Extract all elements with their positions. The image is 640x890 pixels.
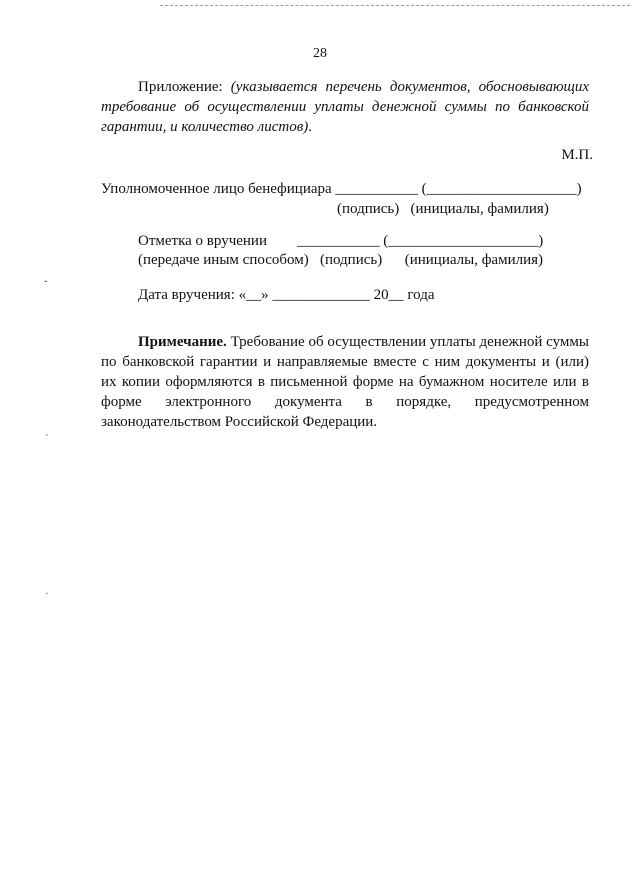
authorized-person-captions: (подпись) (инициалы, фамилия) bbox=[337, 201, 549, 217]
page-number: 28 bbox=[313, 46, 327, 61]
stamp-placeholder: М.П. bbox=[561, 147, 593, 163]
authorized-person-line: Уполномоченное лицо бенефициара ___________ (____________________) bbox=[101, 181, 582, 197]
delivery-date-line: Дата вручения: «__» _____________ 20__ года bbox=[138, 287, 435, 303]
scan-speck-mark: ˋ bbox=[45, 433, 49, 445]
remark-text: Требование об осуществлении уплаты денежной суммы по банковской гарантии и направляемые вместе с ним документы и (или) их копии оформляются в письменной форме на бумажном носителе или в форме электронного документа в порядке, предусмотренном законодательством Российской Федерации. bbox=[101, 334, 589, 430]
delivery-mark-captions: (передаче иным способом) (подпись) (инициалы, фамилия) bbox=[138, 252, 544, 268]
appendix-note: (указывается перечень документов, обосновывающих требование об осуществлении уплаты денежной суммы по банковской гарантии, и количество листов) bbox=[101, 79, 589, 135]
remark-paragraph bbox=[101, 332, 589, 432]
remark-label: Примечание. bbox=[138, 334, 227, 350]
appendix-label: Приложение: bbox=[138, 79, 231, 95]
delivery-mark-line: Отметка о вручении ___________ (____________________) bbox=[138, 233, 544, 249]
scan-top-rule bbox=[160, 5, 630, 6]
scan-speck-mark: ˇ bbox=[44, 279, 48, 291]
scan-speck-mark: · bbox=[45, 588, 49, 600]
appendix-paragraph bbox=[101, 77, 589, 137]
appendix-tail: . bbox=[308, 119, 312, 135]
